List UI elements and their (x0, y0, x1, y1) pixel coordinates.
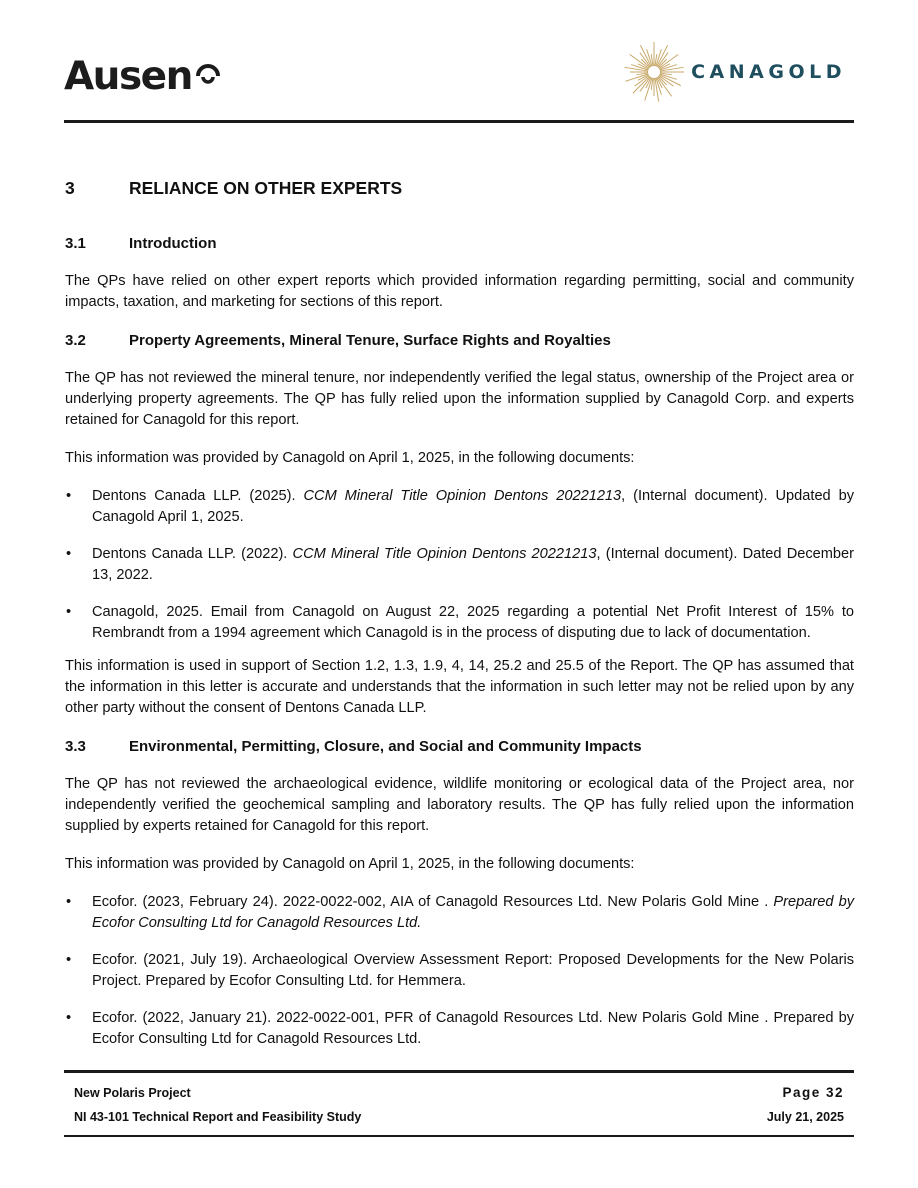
sunburst-icon (623, 41, 685, 103)
footer-date: July 21, 2025 (766, 1110, 844, 1124)
bullet-icon: • (66, 546, 72, 562)
subsection-title: Introduction (129, 235, 217, 252)
list-item: • Canagold, 2025. Email from Canagold on August 22, 2025 regarding a potential Net Profit Interest of 15% to Rembrandt from a 1994 agreement which Canagold is in the process of disputing due to lack of documentation. (66, 604, 854, 641)
bullet-icon: • (66, 488, 72, 504)
canagold-logo (623, 40, 846, 104)
canagold-logo-text: CANAGOLD (691, 61, 846, 83)
footer-project: New Polaris Project (74, 1086, 191, 1100)
paragraph: This information is used in support of Section 1.2, 1.3, 1.9, 4, 14, 25.2 and 25.5 of the Report. The QP has assumed that the information in this letter is accurate and understands that the information in such letter may not be relied upon by any other party without the consent of Dentons Canada LLP. (65, 658, 854, 716)
subsection-number: 3.2 (65, 332, 86, 349)
paragraph: This information was provided by Canagold on April 1, 2025, in the following documents: (65, 856, 635, 872)
subsection-heading-3-1 (65, 233, 854, 254)
bullet-icon: • (66, 1010, 72, 1026)
page-footer (74, 1083, 844, 1131)
paragraph: This information was provided by Canagold on April 1, 2025, in the following documents: (65, 450, 635, 466)
footer-bottom-divider (64, 1135, 854, 1137)
list-item: • Ecofor. (2022, January 21). 2022-0022-001, PFR of Canagold Resources Ltd. New Polaris Gold Mine . Prepared by Ecofor Consulting Ltd for Canagold Resources Ltd. (66, 1010, 854, 1047)
section-heading (65, 178, 854, 199)
section-number: 3 (65, 178, 75, 198)
page-number: Page 32 (782, 1085, 844, 1100)
page-header (64, 30, 854, 122)
section-title: RELIANCE ON OTHER EXPERTS (129, 178, 403, 198)
paragraph: The QPs have relied on other expert reports which provided information regarding permitting, social and community impacts, taxation, and marketing for sections of this report. (65, 273, 854, 310)
bullet-icon: • (66, 894, 72, 910)
bullet-icon: • (66, 604, 72, 620)
ausenco-logo: Ausen (64, 57, 223, 96)
header-divider (64, 120, 854, 123)
subsection-number: 3.1 (65, 235, 86, 252)
list-item: • Ecofor. (2021, July 19). Archaeological Overview Assessment Report: Proposed Developments for the New Polaris Project. Prepared by Ecofor Consulting Ltd. for Hemmera. (66, 952, 854, 989)
subsection-heading-3-3 (65, 736, 854, 757)
list-item: • Dentons Canada LLP. (2025). CCM Mineral Title Opinion Dentons 20221213, (Internal document). Updated by Canagold April 1, 2025. (66, 488, 854, 525)
subsection-heading-3-2 (65, 330, 854, 351)
subsection-number: 3.3 (65, 738, 86, 755)
document-list (65, 892, 854, 1050)
document-list (65, 486, 854, 644)
footer-report-title: NI 43-101 Technical Report and Feasibility Study (74, 1110, 362, 1124)
document-body (65, 178, 854, 1066)
footer-divider (64, 1070, 854, 1073)
bullet-icon: • (66, 952, 72, 968)
subsection-title: Environmental, Permitting, Closure, and Social and Community Impacts (129, 738, 642, 755)
ausenco-swirl-icon (193, 61, 223, 91)
list-item: • Dentons Canada LLP. (2022). CCM Mineral Title Opinion Dentons 20221213, (Internal document). Dated December 13, 2022. (66, 546, 855, 583)
list-item: • Ecofor. (2023, February 24). 2022-0022-002, AIA of Canagold Resources Ltd. New Polaris Gold Mine . Prepared by Ecofor Consulting Ltd for Canagold Resources Ltd. (66, 894, 854, 931)
paragraph: The QP has not reviewed the archaeological evidence, wildlife monitoring or ecological data of the Project area, nor independently verified the geochemical sampling and laboratory results. The QP has fully relied upon the information supplied by experts retained for Canagold for this report. (65, 776, 854, 834)
paragraph: The QP has not reviewed the mineral tenure, nor independently verified the legal status, ownership of the Project area or underlying property agreements. The QP has fully relied upon the information supplied by Canagold Corp. and experts retained for Canagold for this report. (65, 370, 854, 428)
subsection-title: Property Agreements, Mineral Tenure, Surface Rights and Royalties (129, 332, 611, 349)
